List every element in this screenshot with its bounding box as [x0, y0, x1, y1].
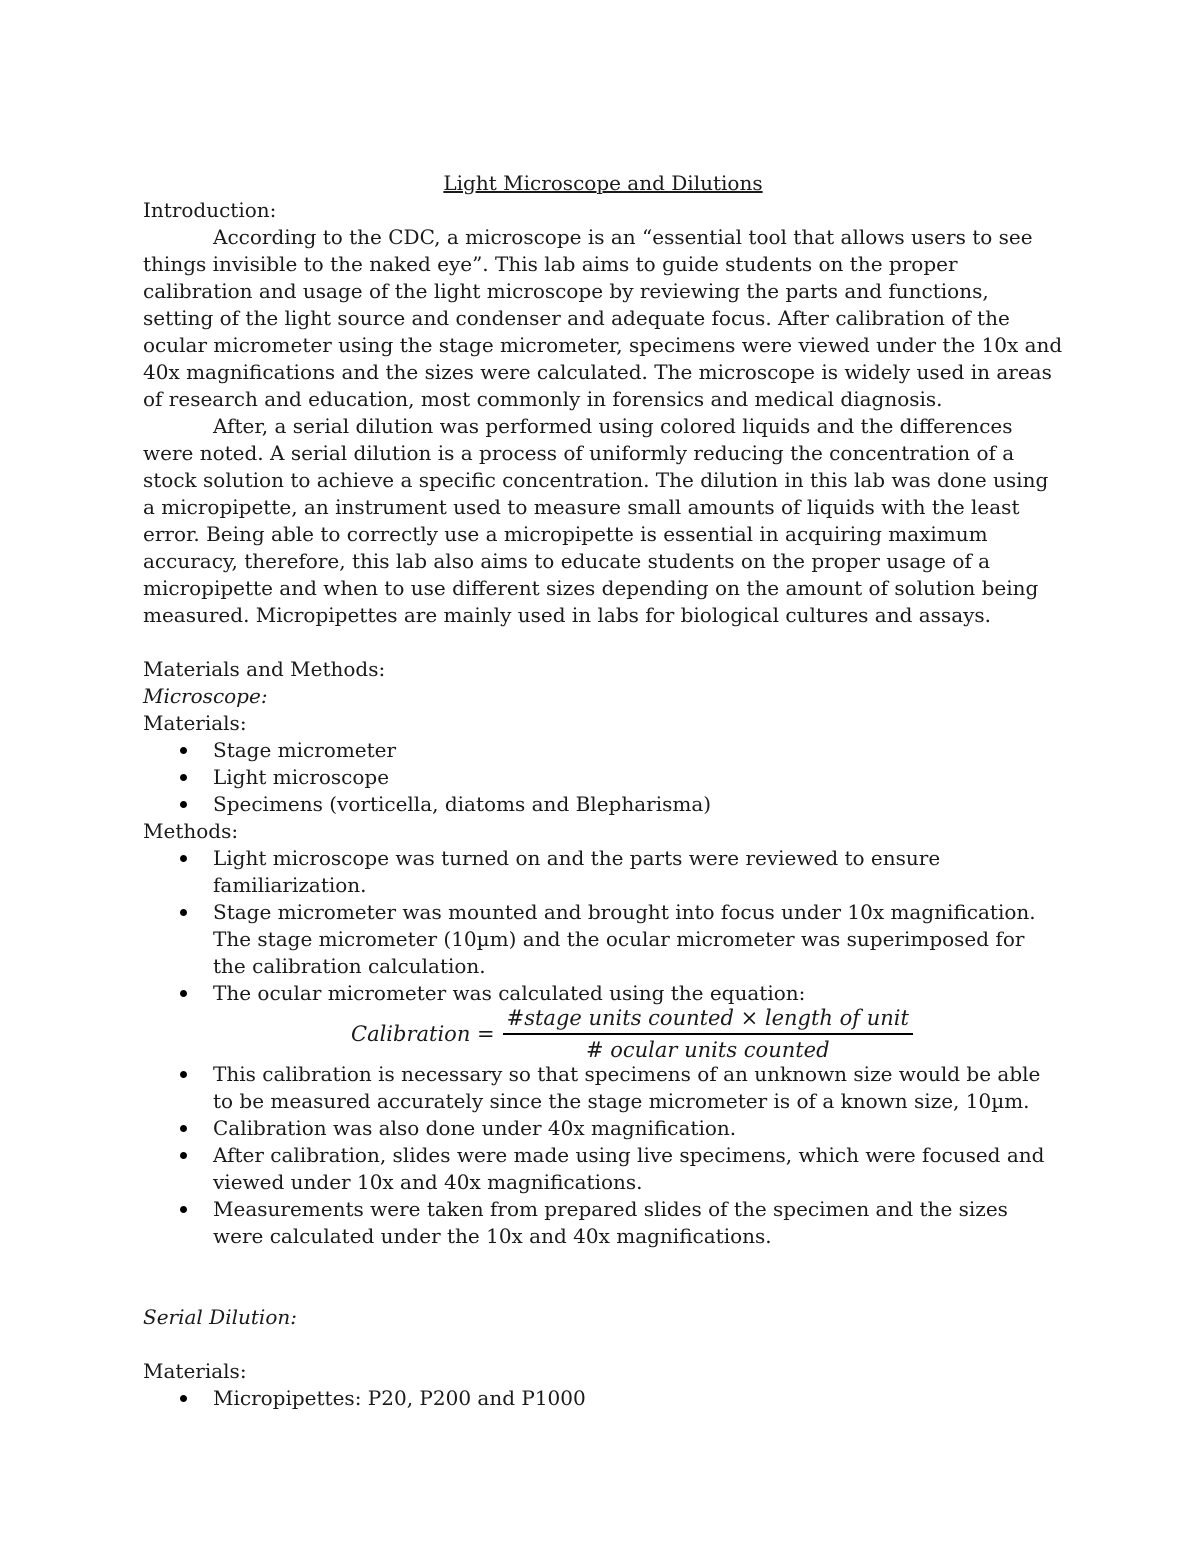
list-item: This calibration is necessary so that specimens of an unknown size would be able to be measured accurately since the stage micrometer is of a known size, 10µm. — [143, 1061, 1063, 1115]
microscope-materials-label: Materials: — [143, 711, 247, 735]
equation-lhs: Calibration = — [351, 1021, 495, 1046]
list-item: The ocular micrometer was calculated using the equation: — [143, 980, 1063, 1007]
list-item: Light microscope was turned on and the parts were reviewed to ensure familiarization. — [143, 845, 1063, 899]
introduction-paragraph-1: According to the CDC, a microscope is an “essential tool that allows users to see things invisible to the naked eye”. This lab aims to guide students on the proper calibration and usage of the light microscope by reviewing the parts and functions, setting of the light source and condenser and adequate focus. After calibration of the ocular micrometer using the stage micrometer, specimens were viewed under the 10x and 40x magnifications and the sizes were calculated. The microscope is widely used in areas of research and education, most commonly in forensics and medical diagnosis. — [143, 225, 1063, 411]
spacer — [143, 1331, 1063, 1358]
equation-fraction — [503, 1006, 913, 1062]
list-item: Stage micrometer was mounted and brought into focus under 10x magnification. The stage micrometer (10µm) and the ocular micrometer was superimposed for the calibration calculation. — [143, 899, 1063, 980]
spacer — [143, 1250, 1063, 1304]
serial-dilution-materials-label: Materials: — [143, 1359, 247, 1383]
serial-dilution-materials-list — [143, 1385, 1063, 1412]
introduction-paragraph-2: After, a serial dilution was performed using colored liquids and the differences were noted. A serial dilution is a process of uniformly reducing the concentration of a stock solution to achieve a specific concentration. The dilution in this lab was done using a micropipette, an instrument used to measure small amounts of liquids with the least error. Being able to correctly use a micropipette is essential in acquiring maximum accuracy, therefore, this lab also aims to educate students on the proper usage of a micropipette and when to use different sizes depending on the amount of solution being measured. Micropipettes are mainly used in labs for biological cultures and assays. — [143, 414, 1049, 627]
microscope-materials-list — [143, 737, 1063, 818]
microscope-methods-label: Methods: — [143, 819, 239, 843]
serial-dilution-subheading: Serial Dilution: — [143, 1305, 297, 1329]
introduction-heading: Introduction: — [143, 198, 277, 222]
document-body — [143, 170, 1063, 1412]
microscope-methods-list — [143, 845, 1063, 1007]
list-item: Light microscope — [143, 764, 1063, 791]
list-item: Micropipettes: P20, P200 and P1000 — [143, 1385, 1063, 1412]
equation-numerator: #stage units counted × length of unit — [506, 1006, 909, 1030]
document-title: Light Microscope and Dilutions — [443, 171, 763, 195]
equation-denominator: # ocular units counted — [585, 1038, 830, 1062]
list-item: After calibration, slides were made using live specimens, which were focused and viewed under 10x and 40x magnifications. — [143, 1142, 1063, 1196]
list-item: Calibration was also done under 40x magnification. — [143, 1115, 1063, 1142]
microscope-subheading: Microscope: — [143, 684, 268, 708]
calibration-equation — [143, 1007, 1063, 1061]
spacer — [143, 629, 1063, 656]
materials-methods-heading: Materials and Methods: — [143, 657, 386, 681]
list-item: Measurements were taken from prepared slides of the specimen and the sizes were calculated under the 10x and 40x magnifications. — [143, 1196, 1063, 1250]
list-item: Specimens (vorticella, diatoms and Blepharisma) — [143, 791, 1063, 818]
microscope-methods-list-continued — [143, 1061, 1063, 1250]
list-item: Stage micrometer — [143, 737, 1063, 764]
